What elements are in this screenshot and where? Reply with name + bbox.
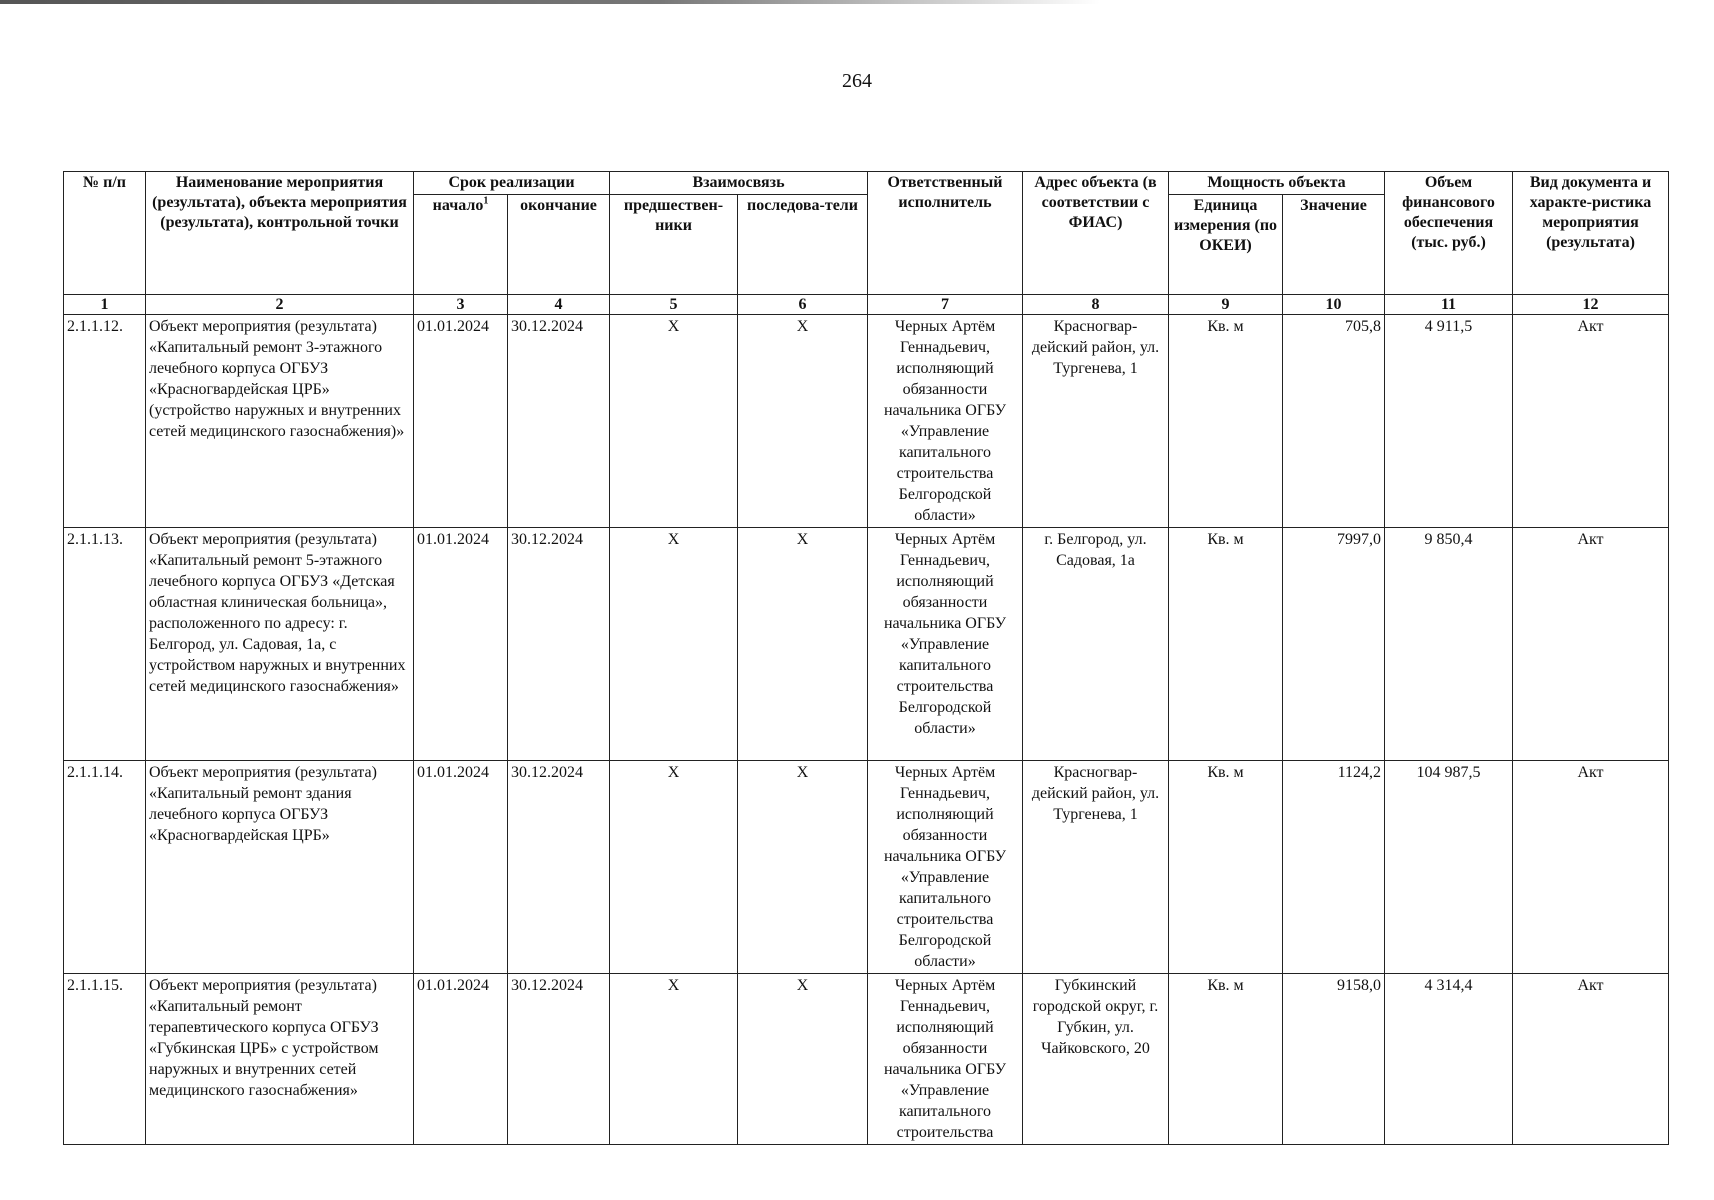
cell-responsible: Черных Артём Геннадьевич, исполняющий обязанности начальника ОГБУ «Управление капитального строительства Белгородской области» <box>868 528 1023 761</box>
cell-predecessors: Х <box>610 315 738 528</box>
column-number: 3 <box>414 295 508 315</box>
cell-successors: Х <box>738 315 868 528</box>
header-address: Адрес объекта (в соответствии с ФИАС) <box>1023 172 1169 295</box>
cell-unit: Кв. м <box>1169 974 1283 1145</box>
column-number: 12 <box>1513 295 1669 315</box>
cell-finance: 9 850,4 <box>1385 528 1513 761</box>
cell-name: Объект мероприятия (результата) «Капитальный ремонт 5-этажного лечебного корпуса ОГБУЗ «Детская областная клиническая больница», расположенного по адресу: г. Белгород, ул. Садовая, 1а, с устройством наружных и внутренних сетей медицинского газоснабжения» <box>146 528 414 761</box>
cell-end: 30.12.2024 <box>508 974 610 1145</box>
cell-doc: Акт <box>1513 974 1669 1145</box>
header-name: Наименование мероприятия (результата), объекта мероприятия (результата), контрольной точки <box>146 172 414 295</box>
cell-successors: Х <box>738 528 868 761</box>
cell-doc: Акт <box>1513 761 1669 974</box>
header-successors: последова-тели <box>738 195 868 295</box>
cell-end: 30.12.2024 <box>508 761 610 974</box>
cell-predecessors: Х <box>610 974 738 1145</box>
cell-name: Объект мероприятия (результата) «Капитальный ремонт 3-этажного лечебного корпуса ОГБУЗ «Красногвардейская ЦРБ» (устройство наружных и внутренних сетей медицинского газоснабжения)» <box>146 315 414 528</box>
cell-successors: Х <box>738 974 868 1145</box>
cell-finance: 4 911,5 <box>1385 315 1513 528</box>
cell-finance: 4 314,4 <box>1385 974 1513 1145</box>
cell-start: 01.01.2024 <box>414 761 508 974</box>
header-responsible: Ответственный исполнитель <box>868 172 1023 295</box>
cell-doc: Акт <box>1513 528 1669 761</box>
header-predecessors: предшествен-ники <box>610 195 738 295</box>
cell-value: 1124,2 <box>1283 761 1385 974</box>
cell-unit: Кв. м <box>1169 528 1283 761</box>
footnote-mark: 1 <box>483 195 489 207</box>
cell-successors: Х <box>738 761 868 974</box>
cell-doc: Акт <box>1513 315 1669 528</box>
table-row <box>64 528 1669 761</box>
cell-responsible: Черных Артём Геннадьевич, исполняющий обязанности начальника ОГБУ «Управление капитального строительства Белгородской области» <box>868 315 1023 528</box>
header-term-start <box>414 195 508 295</box>
column-number: 8 <box>1023 295 1169 315</box>
column-number: 7 <box>868 295 1023 315</box>
cell-name: Объект мероприятия (результата) «Капитальный ремонт терапевтического корпуса ОГБУЗ «Губкинская ЦРБ» с устройством наружных и внутренних сетей медицинского газоснабжения» <box>146 974 414 1145</box>
measures-table <box>63 171 1669 1145</box>
header-term-start-label: начало <box>432 197 484 214</box>
column-number-row <box>64 295 1669 315</box>
cell-num: 2.1.1.15. <box>64 974 146 1145</box>
column-number: 9 <box>1169 295 1283 315</box>
header-row-1 <box>64 172 1669 195</box>
column-number: 4 <box>508 295 610 315</box>
cell-name: Объект мероприятия (результата) «Капитальный ремонт здания лечебного корпуса ОГБУЗ «Красногвардейская ЦРБ» <box>146 761 414 974</box>
header-value: Значение <box>1283 195 1385 295</box>
page-number: 264 <box>842 70 872 92</box>
column-number: 1 <box>64 295 146 315</box>
header-doc-type: Вид документа и характе-ристика мероприятия (результата) <box>1513 172 1669 295</box>
header-num: № п/п <box>64 172 146 295</box>
column-number: 5 <box>610 295 738 315</box>
header-finance: Объем финансового обеспечения (тыс. руб.) <box>1385 172 1513 295</box>
column-number: 2 <box>146 295 414 315</box>
header-unit: Единица измерения (по ОКЕИ) <box>1169 195 1283 295</box>
cell-address: Красногвар-дейский район, ул. Тургенева, 1 <box>1023 761 1169 974</box>
table-row <box>64 315 1669 528</box>
table-row <box>64 974 1669 1145</box>
table-row <box>64 761 1669 974</box>
cell-num: 2.1.1.13. <box>64 528 146 761</box>
cell-num: 2.1.1.14. <box>64 761 146 974</box>
header-term: Срок реализации <box>414 172 610 195</box>
cell-num: 2.1.1.12. <box>64 315 146 528</box>
cell-end: 30.12.2024 <box>508 315 610 528</box>
cell-address: Губкинский городской округ, г. Губкин, ул. Чайковского, 20 <box>1023 974 1169 1145</box>
column-number: 6 <box>738 295 868 315</box>
cell-address: Красногвар-дейский район, ул. Тургенева, 1 <box>1023 315 1169 528</box>
cell-start: 01.01.2024 <box>414 528 508 761</box>
cell-finance: 104 987,5 <box>1385 761 1513 974</box>
cell-address: г. Белгород, ул. Садовая, 1а <box>1023 528 1169 761</box>
cell-value: 9158,0 <box>1283 974 1385 1145</box>
header-capacity: Мощность объекта <box>1169 172 1385 195</box>
cell-value: 705,8 <box>1283 315 1385 528</box>
column-number: 10 <box>1283 295 1385 315</box>
cell-predecessors: Х <box>610 528 738 761</box>
cell-unit: Кв. м <box>1169 761 1283 974</box>
cell-responsible: Черных Артём Геннадьевич, исполняющий обязанности начальника ОГБУ «Управление капитального строительства <box>868 974 1023 1145</box>
cell-end: 30.12.2024 <box>508 528 610 761</box>
header-term-end: окончание <box>508 195 610 295</box>
cell-start: 01.01.2024 <box>414 974 508 1145</box>
scan-edge <box>0 0 1100 4</box>
column-number: 11 <box>1385 295 1513 315</box>
cell-predecessors: Х <box>610 761 738 974</box>
header-relation: Взаимосвязь <box>610 172 868 195</box>
cell-responsible: Черных Артём Геннадьевич, исполняющий обязанности начальника ОГБУ «Управление капитального строительства Белгородской области» <box>868 761 1023 974</box>
cell-value: 7997,0 <box>1283 528 1385 761</box>
cell-unit: Кв. м <box>1169 315 1283 528</box>
cell-start: 01.01.2024 <box>414 315 508 528</box>
